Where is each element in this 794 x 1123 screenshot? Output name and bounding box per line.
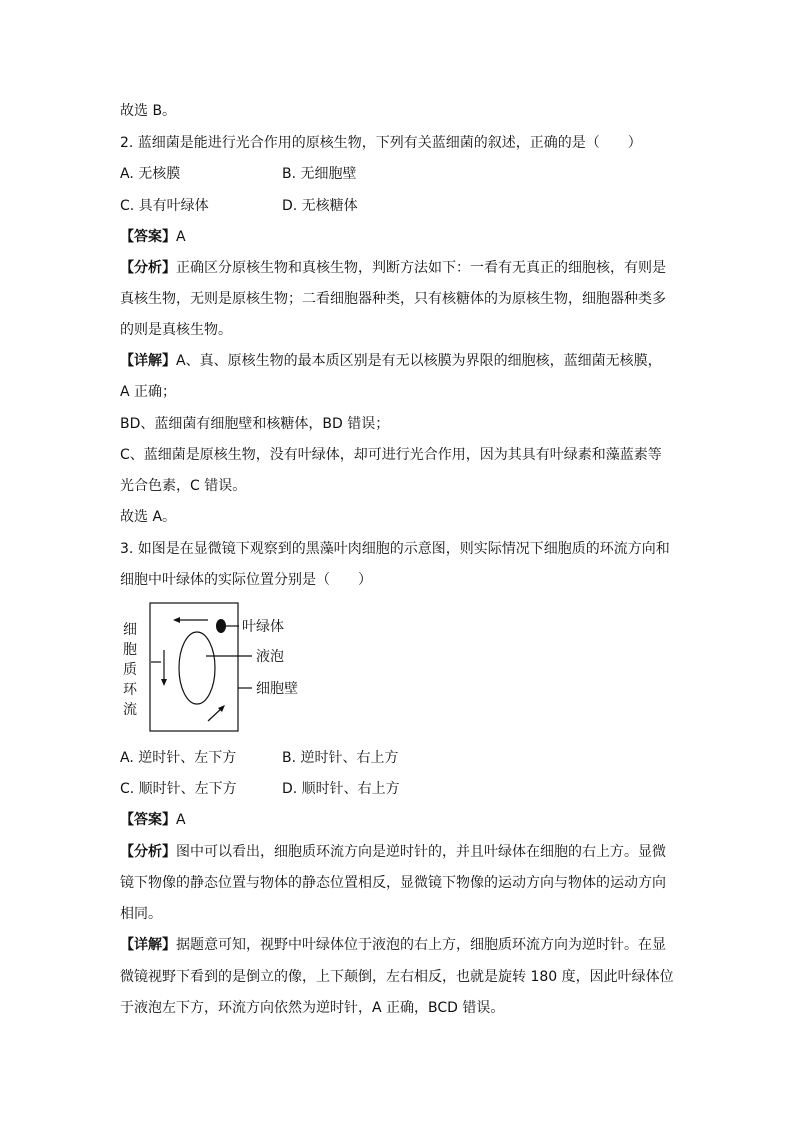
q3-analysis-line-1	[120, 842, 666, 862]
q1-conclusion: 故选 B。	[120, 103, 177, 119]
q2-detail-line-4: C、蓝细菌是原核生物，没有叶绿体，却可进行光合作用，因为其具有叶绿素和藻蓝素等	[120, 447, 662, 463]
q2-detail-line-5: 光合色素，C 错误。	[120, 478, 247, 494]
flow-arrow-up-right	[208, 708, 222, 721]
q2-option-b: B. 无细胞壁	[282, 166, 357, 182]
vacuole-label: 液泡	[256, 649, 284, 665]
cytoplasm-label-char: 质	[123, 662, 137, 678]
q2-detail-line-2: A 正确；	[120, 384, 177, 400]
analysis-text: 图中可以看出，细胞质环流方向是逆时针的，并且叶绿体在细胞的右上方。显微	[176, 844, 666, 860]
cytoplasm-label-char: 环	[123, 682, 137, 698]
analysis-tag: 【分析】	[120, 844, 176, 860]
q3-analysis-line-2: 镜下物像的静态位置与物体的静态位置相反，显微镜下物像的运动方向与物体的运动方向	[120, 875, 666, 891]
q3-detail-line-2: 微镜视野下看到的是倒立的像，上下颠倒，左右相反，也就是旋转 180 度，因此叶绿体位	[120, 969, 674, 985]
q3-option-b: B. 逆时针、右上方	[282, 750, 399, 766]
cell-diagram	[115, 598, 315, 738]
q3-stem-line-2: 细胞中叶绿体的实际位置分别是（ ）	[120, 572, 372, 588]
cytoplasm-label-char: 流	[123, 702, 137, 718]
q3-analysis-line-3: 相同。	[120, 906, 162, 922]
q2-analysis-line-3: 的则是真核生物。	[120, 322, 232, 338]
q3-option-c: C. 顺时针、左下方	[120, 781, 237, 797]
cytoplasm-label-char: 胞	[123, 642, 137, 658]
cytoplasm-label-char: 细	[123, 622, 137, 638]
q2-analysis-line-1	[120, 258, 666, 278]
flow-arrow-left-head	[173, 617, 180, 623]
vacuole-shape	[179, 632, 215, 704]
q3-detail-line-3: 于液泡左下方，环流方向依然为逆时针，A 正确，BCD 错误。	[120, 1000, 505, 1016]
q3-detail-line-1	[120, 935, 666, 955]
detail-tag: 【详解】	[120, 937, 176, 953]
q2-analysis-line-2: 真核生物，无则是原核生物；二看细胞器种类，只有核糖体的为原核生物，细胞器种类多	[120, 291, 666, 307]
analysis-tag: 【分析】	[120, 260, 176, 276]
q2-stem: 2. 蓝细菌是能进行光合作用的原核生物，下列有关蓝细菌的叙述，正确的是（ ）	[120, 135, 642, 151]
answer-tag: 【答案】	[120, 229, 176, 245]
cell-wall-label: 细胞壁	[256, 681, 298, 697]
answer-tag: 【答案】	[120, 812, 176, 828]
q3-stem-line-1: 3. 如图是在显微镜下观察到的黑藻叶肉细胞的示意图，则实际情况下细胞质的环流方向和	[120, 541, 670, 557]
q2-answer	[120, 227, 186, 247]
q2-conclusion: 故选 A。	[120, 509, 177, 525]
q2-detail-line-3: BD、蓝细菌有细胞壁和核糖体，BD 错误；	[120, 416, 390, 432]
q2-detail-line-1	[120, 351, 662, 371]
q3-option-a: A. 逆时针、左下方	[120, 750, 237, 766]
q2-option-d: D. 无核糖体	[282, 198, 358, 214]
q2-option-a: A. 无核膜	[120, 166, 181, 182]
detail-tag: 【详解】	[120, 353, 176, 369]
detail-text: 据题意可知，视野中叶绿体位于液泡的右上方，细胞质环流方向为逆时针。在显	[176, 937, 666, 953]
detail-text: A、真、原核生物的最本质区别是有无以核膜为界限的细胞核，蓝细菌无核膜，	[176, 353, 662, 369]
analysis-text: 正确区分原核生物和真核生物，判断方法如下：一看有无真正的细胞核，有则是	[176, 260, 666, 276]
q3-option-d: D. 顺时针、右上方	[282, 781, 400, 797]
answer-value: A	[176, 812, 186, 828]
q3-answer	[120, 810, 186, 830]
q2-option-c: C. 具有叶绿体	[120, 198, 209, 214]
answer-value: A	[176, 229, 186, 245]
chloroplast-label: 叶绿体	[242, 619, 284, 635]
chloroplast-dot	[216, 619, 226, 633]
flow-arrow-down-head	[161, 679, 167, 686]
